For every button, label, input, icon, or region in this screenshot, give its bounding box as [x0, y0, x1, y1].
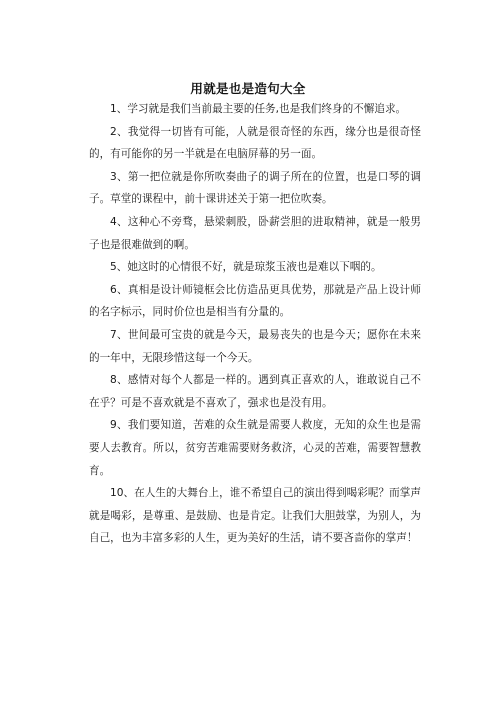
paragraph-2: 2、我觉得一切皆有可能，人就是很奇怪的东西，缘分也是很奇怪的，有可能你的另一半就是在电脑屏幕的另一面。 — [89, 125, 421, 161]
paragraph-3: 3、第一把位就是你所吹奏曲子的调子所在的位置，也是口琴的调子。草堂的课程中，前十课讲述关于第一把位吹奏。 — [89, 170, 421, 206]
document-title: 用就是也是造句大全 — [190, 81, 306, 96]
paragraph-7: 7、世间最可宝贵的就是今天，最易丧失的也是今天；愿你在未来的一年中，无限珍惜这每一个今天。 — [89, 328, 421, 364]
document-body — [89, 98, 421, 550]
paragraph-9: 9、我们要知道，苦难的众生就是需要人救度，无知的众生也是需要人去教育。所以，贫穷苦难需要财务救济，心灵的苦难，需要智慧教育。 — [89, 419, 421, 477]
paragraph-6: 6、真相是设计师镜框会比仿造品更具优势，那就是产品上设计师的名字标示，同时价位也是相当有分量的。 — [89, 283, 421, 319]
paragraph-1: 1、学习就是我们当前最主要的任务,也是我们终身的不懈追求。 — [110, 103, 407, 115]
paragraph-8: 8、感情对每个人都是一样的。遇到真正喜欢的人，谁敢说自己不在乎？可是不喜欢就是不喜欢了，强求也是没有用。 — [89, 374, 421, 409]
paragraph-10: 10、在人生的大舞台上，谁不希望自己的演出得到喝彩呢？而掌声就是喝彩，是尊重、是鼓励、也是肯定。让我们大胆鼓掌，为别人，为自己，也为丰富多彩的人生，更为美好的生活，请不要吝啬你的掌声！ — [89, 487, 421, 545]
paragraph-5: 5、她这时的心情很不好，就是琼浆玉液也是难以下咽的。 — [110, 261, 382, 274]
paragraph-4: 4、这种心不旁骛，悬梁刺股，卧薪尝胆的进取精神，就是一般男子也是很难做到的啊。 — [89, 215, 421, 251]
